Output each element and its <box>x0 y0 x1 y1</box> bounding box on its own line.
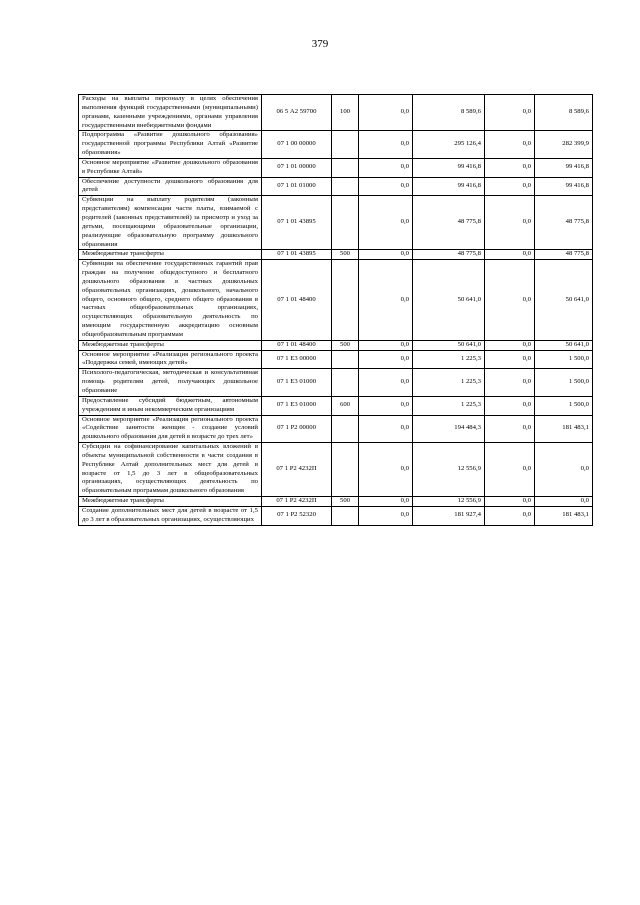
item-name: Основное мероприятие «Реализация регионального проекта «Содействие занятости женщин - создание условий дошкольного образования для детей в возрасте до трех лет» <box>79 415 262 443</box>
amount-col-3: 0,0 <box>485 497 535 507</box>
table-row <box>79 396 593 415</box>
amount-col-2: 1 225,3 <box>413 350 485 369</box>
budget-code: 07 1 01 01000 <box>262 177 332 196</box>
budget-code: 07 1 Р2 4232П <box>262 443 332 497</box>
amount-col-3: 0,0 <box>485 177 535 196</box>
expense-type <box>332 415 359 443</box>
amount-col-1: 0,0 <box>359 250 413 260</box>
budget-table <box>78 94 593 526</box>
amount-col-3: 0,0 <box>485 506 535 525</box>
amount-col-2: 50 641,0 <box>413 260 485 341</box>
amount-col-4: 282 399,9 <box>535 131 593 159</box>
budget-code: 07 1 01 48400 <box>262 260 332 341</box>
amount-col-1: 0,0 <box>359 506 413 525</box>
amount-col-1: 0,0 <box>359 340 413 350</box>
item-name: Расходы на выплаты персоналу в целях обеспечения выполнения функций государственными (муниципальными) органами, казенными учреждениями, органами управления государственными внебюджетными фондами <box>79 95 262 131</box>
item-name: Подпрограмма «Развитие дошкольного образования» государственной программы Республики Алтай «Развитие образования» <box>79 131 262 159</box>
amount-col-3: 0,0 <box>485 158 535 177</box>
table-row <box>79 497 593 507</box>
table-row <box>79 131 593 159</box>
amount-col-2: 1 225,3 <box>413 369 485 397</box>
table-row <box>79 369 593 397</box>
amount-col-1: 0,0 <box>359 131 413 159</box>
expense-type <box>332 260 359 341</box>
item-name: Субсидии на софинансирование капитальных вложений в объекты муниципальной собственности в части создания в Республике Алтай дополнительных мест для детей в возрасте от 1,5 до 3 лет в общеобразовательных организациях, осуществляющих деятельность по образовательным программам дошкольного образования <box>79 443 262 497</box>
amount-col-1: 0,0 <box>359 260 413 341</box>
amount-col-2: 12 556,9 <box>413 497 485 507</box>
amount-col-1: 0,0 <box>359 369 413 397</box>
expense-type <box>332 443 359 497</box>
item-name: Межбюджетные трансферты <box>79 250 262 260</box>
expense-type <box>332 369 359 397</box>
expense-type <box>332 131 359 159</box>
table-row <box>79 250 593 260</box>
amount-col-2: 8 589,6 <box>413 95 485 131</box>
table-row <box>79 196 593 250</box>
table-row <box>79 443 593 497</box>
budget-code: 07 1 Е3 00000 <box>262 350 332 369</box>
amount-col-2: 99 416,8 <box>413 177 485 196</box>
amount-col-3: 0,0 <box>485 443 535 497</box>
budget-code: 07 1 Р2 4232П <box>262 497 332 507</box>
table-row <box>79 158 593 177</box>
amount-col-4: 1 500,0 <box>535 369 593 397</box>
amount-col-1: 0,0 <box>359 396 413 415</box>
amount-col-4: 181 483,1 <box>535 415 593 443</box>
amount-col-4: 8 589,6 <box>535 95 593 131</box>
budget-code: 07 1 01 43895 <box>262 196 332 250</box>
item-name: Основное мероприятие «Развитие дошкольного образования в Республике Алтай» <box>79 158 262 177</box>
item-name: Создание дополнительных мест для детей в возрасте от 1,5 до 3 лет в образовательных организациях, осуществляющих <box>79 506 262 525</box>
amount-col-4: 48 775,8 <box>535 196 593 250</box>
amount-col-1: 0,0 <box>359 350 413 369</box>
amount-col-3: 0,0 <box>485 95 535 131</box>
amount-col-4: 50 641,0 <box>535 340 593 350</box>
page-number: 379 <box>311 38 329 50</box>
budget-code: 07 1 01 43895 <box>262 250 332 260</box>
expense-type <box>332 177 359 196</box>
amount-col-4: 99 416,8 <box>535 158 593 177</box>
amount-col-2: 181 927,4 <box>413 506 485 525</box>
amount-col-3: 0,0 <box>485 350 535 369</box>
amount-col-2: 12 556,9 <box>413 443 485 497</box>
expense-type: 500 <box>332 250 359 260</box>
amount-col-3: 0,0 <box>485 131 535 159</box>
budget-code: 07 1 01 00000 <box>262 158 332 177</box>
amount-col-1: 0,0 <box>359 158 413 177</box>
amount-col-2: 1 225,3 <box>413 396 485 415</box>
expense-type: 100 <box>332 95 359 131</box>
amount-col-4: 1 500,0 <box>535 350 593 369</box>
amount-col-3: 0,0 <box>485 250 535 260</box>
item-name: Основное мероприятие «Реализация регионального проекта «Поддержка семей, имеющих детей» <box>79 350 262 369</box>
amount-col-4: 50 641,0 <box>535 260 593 341</box>
table-row <box>79 350 593 369</box>
expense-type <box>332 350 359 369</box>
amount-col-4: 181 483,1 <box>535 506 593 525</box>
amount-col-1: 0,0 <box>359 443 413 497</box>
expense-type <box>332 158 359 177</box>
amount-col-1: 0,0 <box>359 177 413 196</box>
item-name: Межбюджетные трансферты <box>79 497 262 507</box>
amount-col-1: 0,0 <box>359 497 413 507</box>
item-name: Предоставление субсидий бюджетным, автономным учреждениям и иным некоммерческим организациям <box>79 396 262 415</box>
amount-col-4: 0,0 <box>535 443 593 497</box>
budget-code: 07 1 Е3 01000 <box>262 396 332 415</box>
table-row <box>79 95 593 131</box>
item-name: Субвенции на обеспечение государственных гарантий прав граждан на получение общедоступного и бесплатного дошкольного образования в частных дошкольных образовательных организациях, дошкольного, начального общего, основного общего, среднего общего образования в частных общеобразовательных организациях, осуществляющих образовательную деятельность по имеющим государственную аккредитацию основным общеобразовательным программам <box>79 260 262 341</box>
amount-col-3: 0,0 <box>485 260 535 341</box>
table-row <box>79 415 593 443</box>
amount-col-3: 0,0 <box>485 369 535 397</box>
budget-code: 07 1 00 00000 <box>262 131 332 159</box>
amount-col-2: 48 775,8 <box>413 250 485 260</box>
amount-col-1: 0,0 <box>359 196 413 250</box>
budget-code: 07 1 Е3 01000 <box>262 369 332 397</box>
amount-col-3: 0,0 <box>485 415 535 443</box>
item-name: Межбюджетные трансферты <box>79 340 262 350</box>
budget-code: 07 1 01 48400 <box>262 340 332 350</box>
amount-col-3: 0,0 <box>485 396 535 415</box>
table-row <box>79 260 593 341</box>
amount-col-4: 48 775,8 <box>535 250 593 260</box>
expense-type <box>332 506 359 525</box>
amount-col-1: 0,0 <box>359 415 413 443</box>
amount-col-3: 0,0 <box>485 340 535 350</box>
amount-col-2: 99 416,8 <box>413 158 485 177</box>
amount-col-4: 99 416,8 <box>535 177 593 196</box>
table-row <box>79 177 593 196</box>
budget-code: 07 1 Р2 00000 <box>262 415 332 443</box>
expense-type: 500 <box>332 340 359 350</box>
item-name: Субвенции на выплату родителям (законным представителям) компенсации части платы, взимаемой с родителей (законных представителей) за присмотр и уход за детьми, посещающими образовательные организации, реализующие образовательную программу дошкольного образования <box>79 196 262 250</box>
item-name: Психолого-педагогическая, методическая и консультативная помощь родителям детей, получающих дошкольное образование <box>79 369 262 397</box>
budget-code: 07 1 Р2 52320 <box>262 506 332 525</box>
amount-col-4: 0,0 <box>535 497 593 507</box>
amount-col-2: 48 775,8 <box>413 196 485 250</box>
expense-type: 600 <box>332 396 359 415</box>
item-name: Обеспечение доступности дошкольного образования для детей <box>79 177 262 196</box>
expense-type: 500 <box>332 497 359 507</box>
expense-type <box>332 196 359 250</box>
table-row <box>79 340 593 350</box>
amount-col-4: 1 500,0 <box>535 396 593 415</box>
amount-col-1: 0,0 <box>359 95 413 131</box>
amount-col-2: 194 484,3 <box>413 415 485 443</box>
budget-code: 06 5 А2 59700 <box>262 95 332 131</box>
amount-col-2: 295 126,4 <box>413 131 485 159</box>
table-row <box>79 506 593 525</box>
amount-col-2: 50 641,0 <box>413 340 485 350</box>
amount-col-3: 0,0 <box>485 196 535 250</box>
